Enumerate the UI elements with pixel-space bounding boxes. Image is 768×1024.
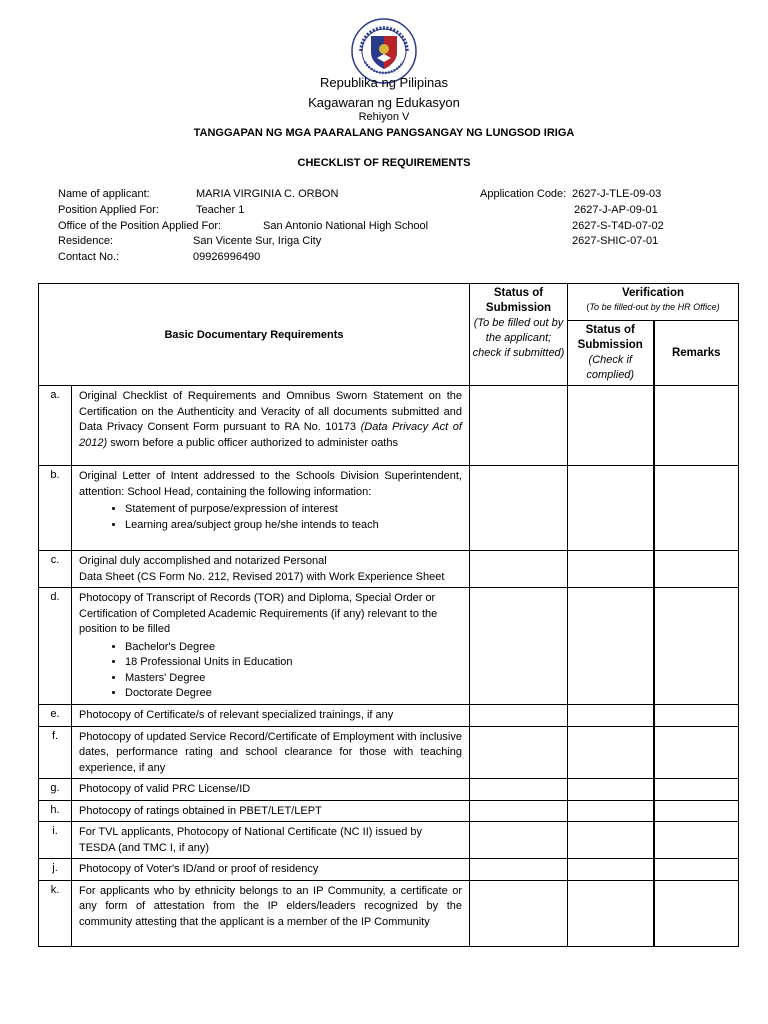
table-row bbox=[39, 588, 739, 705]
remarks-cell[interactable] bbox=[654, 800, 739, 822]
row-requirement bbox=[72, 466, 470, 551]
row-letter: f. bbox=[39, 726, 72, 779]
contact-value: 09926996490 bbox=[193, 251, 261, 263]
row-letter: b. bbox=[39, 466, 72, 551]
requirements-column-header bbox=[39, 284, 470, 386]
req-text: Original Letter of Intent addressed to the Schools Division Superintendent, attention: School Head, containing the following information: bbox=[79, 470, 462, 498]
status-header-title: Status of Submission bbox=[485, 287, 552, 314]
page-title: CHECKLIST OF REQUIREMENTS bbox=[297, 157, 471, 169]
ver-status-cell[interactable] bbox=[568, 386, 654, 466]
ver-status-header-title: Status of Submission bbox=[577, 324, 643, 351]
req-text: sworn before a public officer authorized to administer oaths bbox=[107, 436, 398, 449]
ver-status-header-note: (Check if complied) bbox=[586, 354, 635, 381]
remarks-column-header bbox=[654, 321, 739, 386]
office-label: Office of the Position Applied For: bbox=[58, 220, 222, 232]
row-requirement: Photocopy of updated Service Record/Certificate of Employment with inclusive dates, performance rating and school clearance for those with teaching experience, if any bbox=[72, 726, 470, 779]
req-text: Original duly accomplished and notarized Personal bbox=[79, 555, 327, 567]
list-item: • Learning area/subject group he/she intends to teach bbox=[125, 518, 462, 534]
residence-label: Residence: bbox=[58, 235, 114, 247]
table-row bbox=[39, 822, 739, 859]
table-header-row bbox=[39, 284, 739, 321]
ver-status-cell[interactable] bbox=[568, 800, 654, 822]
row-requirement: Photocopy of ratings obtained in PBET/LET/LEPT bbox=[72, 800, 470, 822]
status-column-header bbox=[470, 284, 568, 386]
remarks-cell[interactable] bbox=[654, 551, 739, 588]
ver-status-cell[interactable] bbox=[568, 705, 654, 727]
ver-status-cell[interactable] bbox=[568, 779, 654, 801]
remarks-cell[interactable] bbox=[654, 466, 739, 551]
remarks-cell[interactable] bbox=[654, 386, 739, 466]
status-cell[interactable] bbox=[470, 822, 568, 859]
remarks-cell[interactable] bbox=[654, 705, 739, 727]
row-letter: k. bbox=[39, 880, 72, 946]
table-row bbox=[39, 466, 739, 551]
table-row bbox=[39, 726, 739, 779]
verification-header-note: To be filled-out by the HR Office) bbox=[589, 302, 720, 312]
status-cell[interactable] bbox=[470, 859, 568, 881]
req-text: TESDA (and TMC I, if any) bbox=[79, 841, 210, 854]
status-cell[interactable] bbox=[470, 726, 568, 779]
remarks-cell[interactable] bbox=[654, 859, 739, 881]
name-value: MARIA VIRGINIA C. ORBON bbox=[196, 188, 339, 200]
row-letter: a. bbox=[39, 386, 72, 466]
remarks-header-text: Remarks bbox=[671, 347, 721, 359]
req-text: Photocopy of Transcript of Records (TOR) and Diploma, Special Order or Certification of Completed Academic Requirements (if any) relevant to the position to be filled bbox=[79, 592, 438, 635]
req-italic-text: (Data Privacy Act of 2012) bbox=[79, 421, 462, 449]
position-value: Teacher 1 bbox=[196, 204, 245, 216]
req-text: For TVL applicants, Photocopy of National Certificate (NC II) issued by bbox=[79, 826, 422, 838]
row-letter: i. bbox=[39, 822, 72, 859]
ver-status-column-header bbox=[568, 321, 654, 386]
row-requirement bbox=[72, 822, 470, 859]
ver-status-cell[interactable] bbox=[568, 588, 654, 705]
row-letter: h. bbox=[39, 800, 72, 822]
row-requirement bbox=[72, 588, 470, 705]
table-row bbox=[39, 880, 739, 946]
rehiyon-heading: Rehiyon V bbox=[358, 111, 410, 123]
application-code-2: 2627-J-AP-09-01 bbox=[574, 204, 658, 216]
requirements-header-text: Basic Documentary Requirements bbox=[164, 328, 344, 341]
row-requirement: For applicants who by ethnicity belongs to an IP Community, a certificate or any form of attestation from the IP elders/leaders recognized by the community attesting that the applicant is a member of the IP Community bbox=[72, 880, 470, 946]
list-item: • Doctorate Degree bbox=[125, 686, 462, 702]
remarks-cell[interactable] bbox=[654, 726, 739, 779]
list-item: • 18 Professional Units in Education bbox=[125, 655, 462, 671]
list-item: • Statement of purpose/expression of interest bbox=[125, 502, 462, 518]
table-row bbox=[39, 800, 739, 822]
status-cell[interactable] bbox=[470, 551, 568, 588]
application-code-label: Application Code: bbox=[480, 188, 567, 200]
remarks-cell[interactable] bbox=[654, 588, 739, 705]
row-requirement: Photocopy of valid PRC License/ID bbox=[72, 779, 470, 801]
table-row bbox=[39, 705, 739, 727]
verification-column-header bbox=[568, 284, 739, 321]
name-label: Name of applicant: bbox=[58, 188, 150, 200]
remarks-cell[interactable] bbox=[654, 880, 739, 946]
status-header-note: (To be filled out by the applicant; check if submitted) bbox=[472, 317, 565, 359]
status-cell[interactable] bbox=[470, 705, 568, 727]
row-letter: g. bbox=[39, 779, 72, 801]
req-bullet-list bbox=[79, 502, 462, 533]
ver-status-cell[interactable] bbox=[568, 880, 654, 946]
application-code-4: 2627-SHIC-07-01 bbox=[572, 235, 659, 247]
tanggapan-heading: TANGGAPAN NG MGA PAARALANG PANGSANGAY NG LUNGSOD IRIGA bbox=[193, 127, 575, 139]
status-cell[interactable] bbox=[470, 588, 568, 705]
req-text: Data Sheet (CS Form No. 212, Revised 2017) with Work Experience Sheet bbox=[79, 570, 445, 583]
row-letter: d. bbox=[39, 588, 72, 705]
ver-status-cell[interactable] bbox=[568, 822, 654, 859]
table-row bbox=[39, 859, 739, 881]
residence-value: San Vicente Sur, Iriga City bbox=[193, 235, 322, 247]
kagawaran-heading: Kagawaran ng Edukasyon bbox=[308, 95, 460, 110]
status-cell[interactable] bbox=[470, 386, 568, 466]
requirements-table bbox=[38, 283, 739, 947]
status-cell[interactable] bbox=[470, 800, 568, 822]
row-requirement bbox=[72, 386, 470, 466]
row-letter: c. bbox=[39, 551, 72, 588]
ver-status-cell[interactable] bbox=[568, 859, 654, 881]
position-label: Position Applied For: bbox=[58, 204, 159, 216]
row-letter: j. bbox=[39, 859, 72, 881]
status-cell[interactable] bbox=[470, 466, 568, 551]
application-code-3: 2627-S-T4D-07-02 bbox=[572, 220, 664, 232]
ver-status-cell[interactable] bbox=[568, 726, 654, 779]
republika-heading: Republika ng Pilipinas bbox=[320, 75, 448, 90]
ver-status-cell[interactable] bbox=[568, 551, 654, 588]
row-letter: e. bbox=[39, 705, 72, 727]
row-requirement bbox=[72, 551, 470, 588]
status-cell[interactable] bbox=[470, 779, 568, 801]
row-requirement: Photocopy of Certificate/s of relevant specialized trainings, if any bbox=[72, 705, 470, 727]
req-bullet-list bbox=[79, 640, 462, 702]
row-requirement: Photocopy of Voter's ID/and or proof of residency bbox=[72, 859, 470, 881]
remarks-cell[interactable] bbox=[654, 822, 739, 859]
contact-label: Contact No.: bbox=[58, 251, 120, 263]
req-text: Original Checklist of Requirements and Omnibus Sworn Statement on the Certification on the Authenticity and Veracity of all documents submitted and Data Privacy Consent Form pursuant to RA No. 10173 bbox=[79, 390, 462, 433]
list-item: • Bachelor's Degree bbox=[125, 640, 462, 656]
table-row bbox=[39, 386, 739, 466]
list-item: • Masters' Degree bbox=[125, 671, 462, 687]
table-row bbox=[39, 551, 739, 588]
ver-status-cell[interactable] bbox=[568, 466, 654, 551]
office-value: San Antonio National High School bbox=[263, 220, 429, 232]
status-cell[interactable] bbox=[470, 880, 568, 946]
remarks-cell[interactable] bbox=[654, 779, 739, 801]
verification-header-title: Verification bbox=[622, 287, 684, 299]
verification-note-paren: ( bbox=[586, 302, 590, 312]
application-code-1: 2627-J-TLE-09-03 bbox=[572, 188, 662, 200]
table-row bbox=[39, 779, 739, 801]
